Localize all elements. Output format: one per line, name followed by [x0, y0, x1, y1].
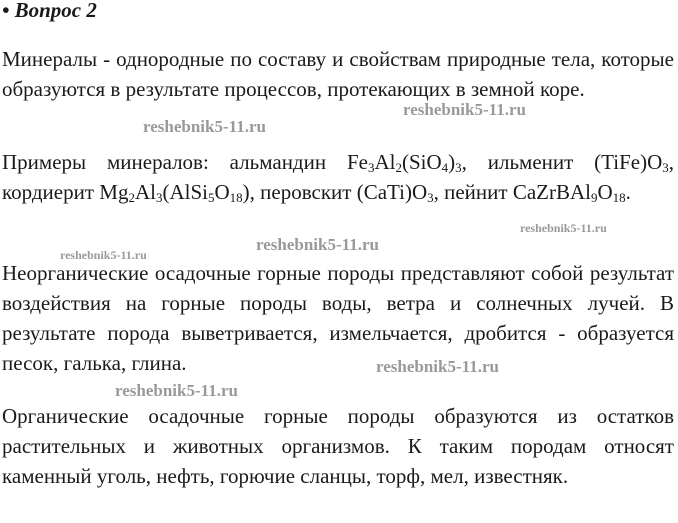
watermark: reshebnik5-11.ru [520, 221, 607, 235]
formula-cordierite: $Mg_2Al_3(AlSi_5O_{18})$ [99, 180, 250, 205]
paragraph-inorganic-rocks: Неорганические осадочные горные породы представляют собой результат воздействия на горные породы воды, ветра и солнечных лучей. В результате порода выветривается, измельчается, дробится - образуется песок, галька, глина. [2, 261, 674, 375]
watermark: reshebnik5-11.ru [115, 381, 238, 400]
examples-sep-4: , пейнит [433, 180, 513, 204]
paragraph-mineral-examples [2, 147, 674, 207]
examples-sep-1: , ильменит [461, 150, 595, 174]
paragraph-organic-rocks: Органические осадочные горные породы образуются из остатков растительных и животных организмов. К таким породам относят каменный уголь, нефть, горючие сланцы, торф, мел, известняк. [2, 404, 674, 488]
formula-almandine: $Fe_3Al_2(SiO_4)_3$ [346, 150, 462, 175]
formula-ilmenite: $(TiFe)O_3$ [594, 150, 669, 175]
paragraph-minerals-definition: Минералы - однородные по составу и свойствам природные тела, которые образуются в результате процессов, протекающих в земной коре. [2, 47, 674, 101]
watermark: reshebnik5-11.ru [60, 248, 147, 262]
examples-end: . [625, 180, 631, 204]
formula-painite: $CaZrBAl_9O_{18}$ [512, 180, 626, 205]
question-heading: • Вопрос 2 [2, 0, 97, 22]
watermark: reshebnik5-11.ru [143, 117, 266, 136]
examples-sep-3: , перовскит [249, 180, 357, 204]
examples-intro: Примеры минералов: альмандин [2, 150, 347, 174]
watermark: reshebnik5-11.ru [376, 357, 499, 376]
watermark: reshebnik5-11.ru [403, 100, 526, 119]
watermark: reshebnik5-11.ru [256, 235, 379, 254]
examples-sep-2: , кордиерит [2, 150, 674, 204]
formula-perovskite: $(CaTi)O_3$ [356, 180, 434, 205]
